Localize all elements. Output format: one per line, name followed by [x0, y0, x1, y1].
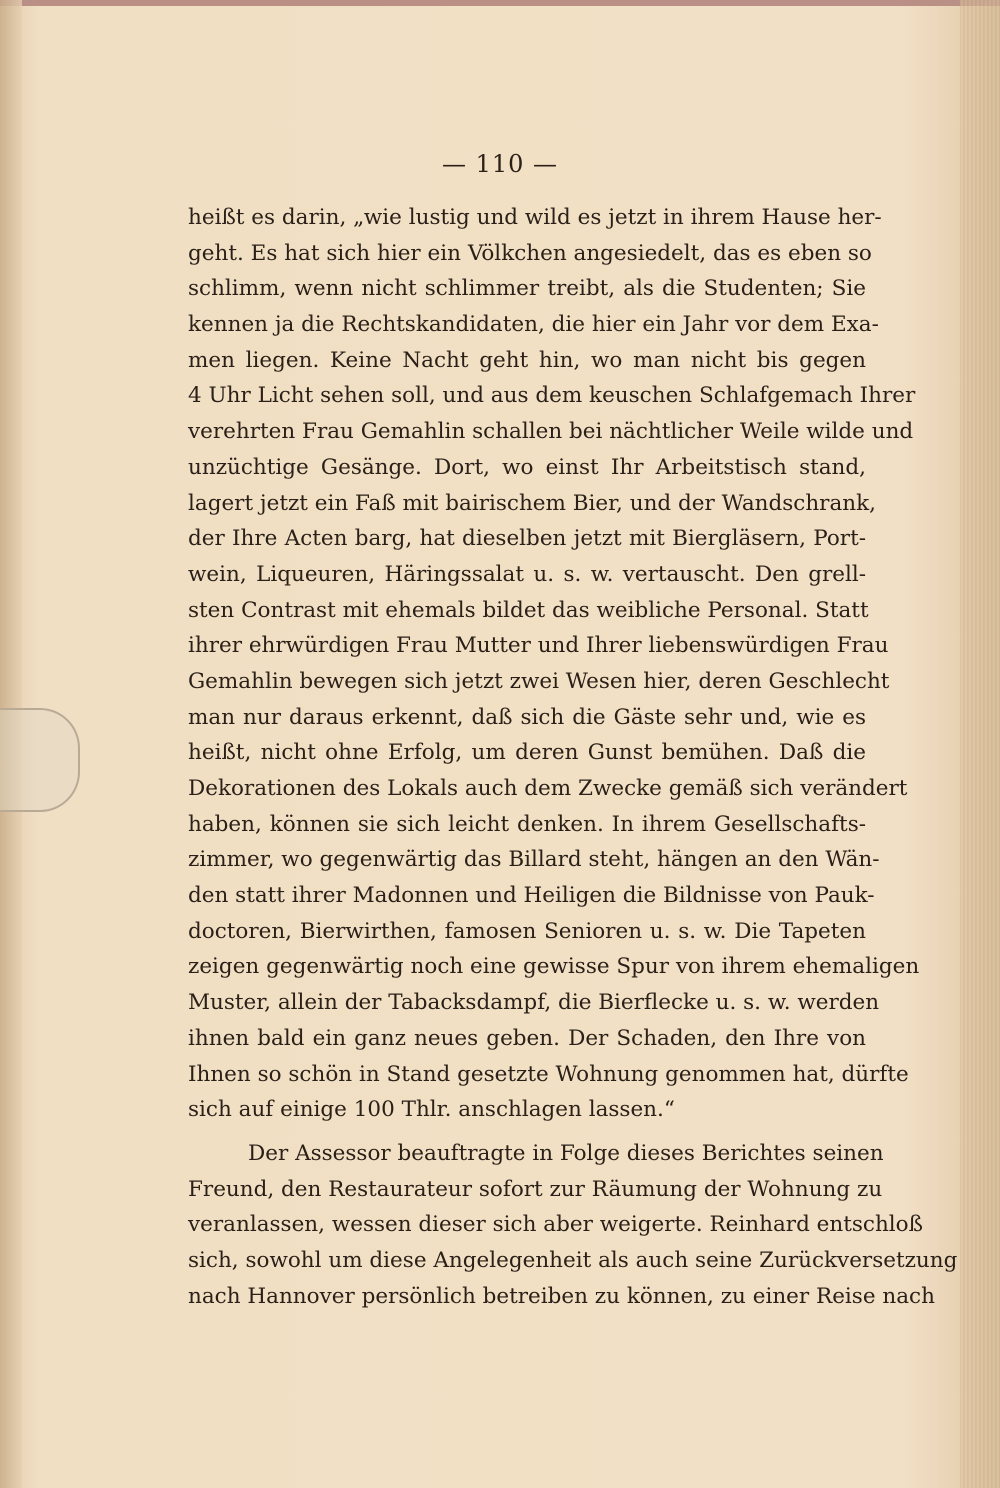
text-line: Ihnen so schön in Stand gesetzte Wohnung genommen hat, dürfte: [188, 1061, 909, 1087]
page-top-edge: [0, 0, 1000, 6]
text-line: wein, Liqueuren, Häringssalat u. s. w. vertauscht. Den grell-: [188, 561, 866, 587]
text-line: der Ihre Acten barg, hat dieselben jetzt mit Biergläsern, Port-: [188, 526, 866, 552]
body-text: [188, 200, 958, 1314]
text-line: heißt es darin, „wie lustig und wild es jetzt in ihrem Hause her-: [188, 205, 882, 230]
text-line: den statt ihrer Madonnen und Heiligen die Bildnisse von Pauk-: [188, 883, 875, 909]
text-line-paragraph-end: sich auf einige 100 Thlr. anschlagen lassen.“: [188, 1097, 675, 1123]
text-line: ihrer ehrwürdigen Frau Mutter und Ihrer liebenswürdigen Frau: [188, 633, 889, 659]
text-line: zimmer, wo gegenwärtig das Billard steht, hängen an den Wän-: [188, 847, 880, 873]
text-line: 4 Uhr Licht sehen soll, und aus dem keuschen Schlafgemach Ihrer: [188, 383, 916, 409]
text-line: man nur daraus erkennt, daß sich die Gäste sehr und, wie es: [188, 704, 866, 730]
book-page-edges: [960, 0, 1000, 1488]
bookmark-clip: [0, 708, 80, 812]
text-line: schlimm, wenn nicht schlimmer treibt, als die Studenten; Sie: [188, 276, 866, 302]
page-number: — 110 —: [441, 150, 559, 178]
text-line: ihnen bald ein ganz neues geben. Der Schaden, den Ihre von: [188, 1025, 866, 1051]
text-line: veranlassen, wessen dieser sich aber weigerte. Reinhard entschloß: [188, 1212, 923, 1238]
text-line: verehrten Frau Gemahlin schallen bei nächtlicher Weile wilde und: [188, 419, 914, 445]
text-line: Muster, allein der Tabacksdampf, die Bierflecke u. s. w. werden: [188, 990, 880, 1016]
text-line: sten Contrast mit ehemals bildet das weibliche Personal. Statt: [188, 597, 869, 623]
text-line: Dekorationen des Lokals auch dem Zwecke gemäß sich verändert: [188, 776, 908, 801]
text-line-paragraph-start: Der Assessor beauftragte in Folge dieses Berichtes seinen: [248, 1140, 884, 1166]
text-line: Freund, den Restaurateur sofort zur Räumung der Wohnung zu: [188, 1176, 883, 1202]
text-line: nach Hannover persönlich betreiben zu können, zu einer Reise nach: [188, 1283, 935, 1309]
text-line: lagert jetzt ein Faß mit bairischem Bier, und der Wandschrank,: [188, 490, 876, 516]
text-line: zeigen gegenwärtig noch eine gewisse Spur von ihrem ehemaligen: [188, 954, 920, 980]
text-line: heißt, nicht ohne Erfolg, um deren Gunst bemühen. Daß die: [188, 740, 866, 766]
text-line: unzüchtige Gesänge. Dort, wo einst Ihr Arbeitstisch stand,: [188, 454, 866, 480]
text-line: men liegen. Keine Nacht geht hin, wo man nicht bis gegen: [188, 347, 866, 373]
text-line: Gemahlin bewegen sich jetzt zwei Wesen hier, deren Geschlecht: [188, 668, 890, 694]
text-line: doctoren, Bierwirthen, famosen Senioren u. s. w. Die Tapeten: [188, 918, 866, 944]
text-line: geht. Es hat sich hier ein Völkchen angesiedelt, das es eben so: [188, 240, 872, 266]
text-line: sich, sowohl um diese Angelegenheit als auch seine Zurückversetzung: [188, 1247, 958, 1273]
text-line: haben, können sie sich leicht denken. In ihrem Gesellschafts-: [188, 811, 866, 837]
text-line: kennen ja die Rechtskandidaten, die hier ein Jahr vor dem Exa-: [188, 312, 879, 338]
